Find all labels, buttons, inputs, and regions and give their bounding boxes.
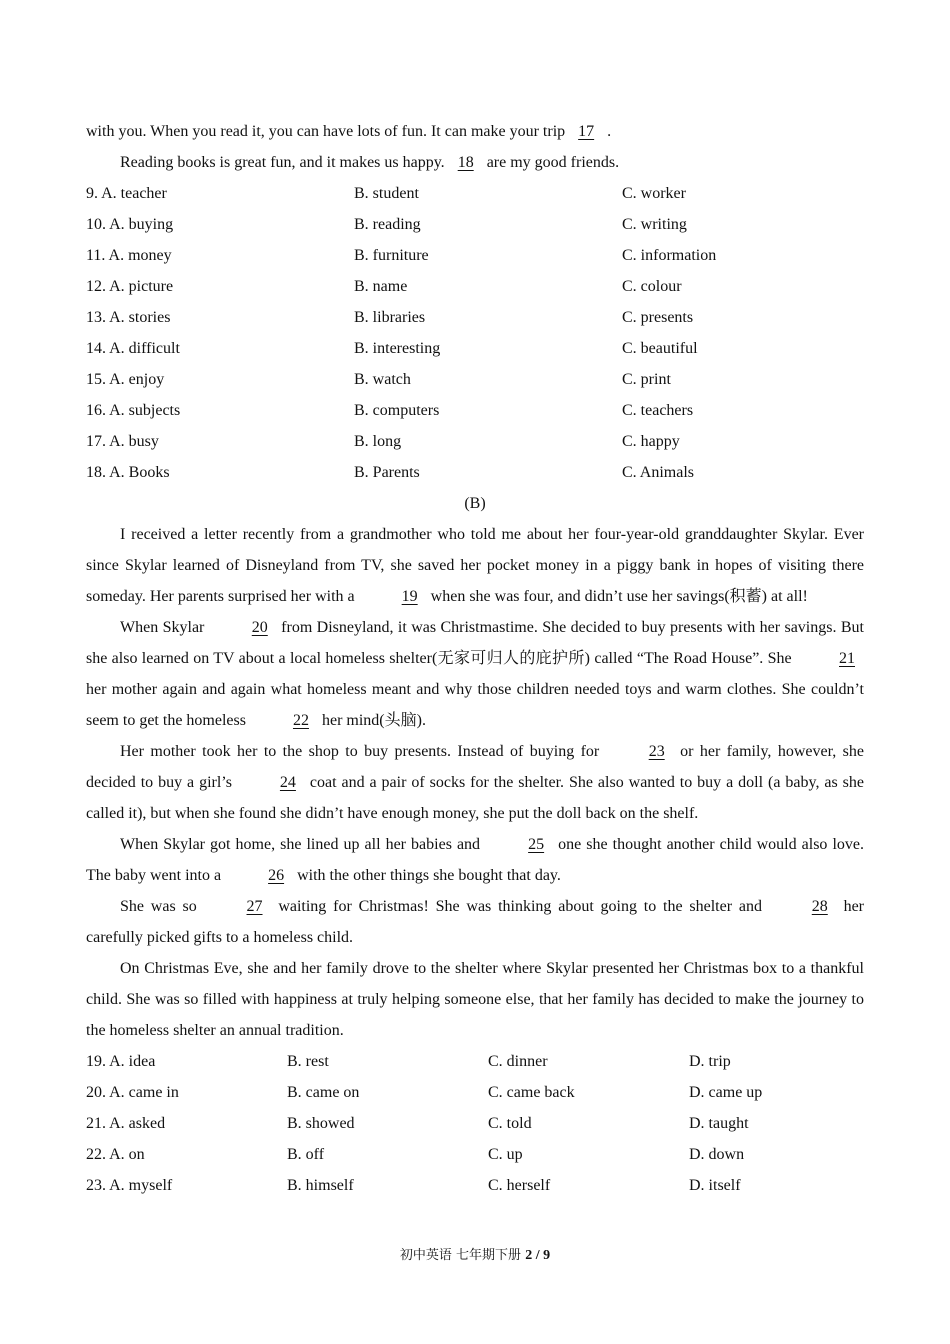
text-span: . xyxy=(603,123,612,140)
option-row xyxy=(86,426,864,457)
text-span: waiting for Christmas! She was thinking about going to the shelter and xyxy=(271,898,769,915)
text-span: one she thought another child would also love. The baby went into a xyxy=(86,836,865,884)
option-d: D. itself xyxy=(689,1177,741,1194)
option-b: B. Parents xyxy=(354,464,420,481)
option-c: C. dinner xyxy=(488,1053,548,1070)
text-span: I received a letter recently from a grandmother who told me about her four-year-old granddaughter Skylar. Ever since Skylar learned of Disneyland from TV, she saved her pocket money in a piggy bank in hopes of visiting there someday. Her parents surprised her with a xyxy=(86,526,864,605)
option-c: C. up xyxy=(488,1146,523,1163)
option-b: B. showed xyxy=(287,1115,355,1132)
option-b: B. name xyxy=(354,278,408,295)
passage-b-paragraph-3 xyxy=(86,736,864,829)
option-b: B. himself xyxy=(287,1177,354,1194)
option-c: C. told xyxy=(488,1115,532,1132)
passage-b-paragraph-2 xyxy=(86,612,864,736)
option-row xyxy=(86,240,864,271)
option-c: C. writing xyxy=(622,216,687,233)
option-b: B. came on xyxy=(287,1084,360,1101)
text-span: with you. When you read it, you can have lots of fun. It can make your trip xyxy=(86,123,570,140)
text-span: When Skylar got home, she lined up all her babies and xyxy=(120,836,486,853)
options-a-list xyxy=(86,178,864,488)
text-span: coat and a pair of socks for the shelter. She also wanted to buy a doll (a baby, as she called it), but when she found she didn’t have enough money, she put the doll back on the shelf. xyxy=(86,774,864,822)
passage-b-paragraph-5 xyxy=(86,891,864,953)
option-a: 15. A. enjoy xyxy=(86,371,165,388)
option-b: B. reading xyxy=(354,216,421,233)
text-span: from Disneyland, it was Christmastime. She decided to buy presents with her savings. But she also learned on TV about a local homeless shelter(无家可归人的庇护所) called “The Road House”. She xyxy=(86,619,864,667)
option-c: C. colour xyxy=(622,278,682,295)
option-row xyxy=(86,395,864,426)
option-c: C. Animals xyxy=(622,464,695,481)
blank-19: 19 xyxy=(401,588,418,605)
option-a: 18. A. Books xyxy=(86,464,170,481)
option-b: B. furniture xyxy=(354,247,429,264)
text-span: when she was four, and didn’t use her savings(积蓄) at all! xyxy=(426,588,808,605)
text-span: When Skylar xyxy=(120,619,209,636)
option-c: C. happy xyxy=(622,433,680,450)
text-span: Her mother took her to the shop to buy presents. Instead of buying for xyxy=(120,743,606,760)
option-a: 21. A. asked xyxy=(86,1115,166,1132)
blank-17: 17 xyxy=(578,123,595,140)
option-row xyxy=(86,457,864,488)
option-d: D. trip xyxy=(689,1053,731,1070)
option-a: 17. A. busy xyxy=(86,433,159,450)
option-a: 11. A. money xyxy=(86,247,172,264)
option-row xyxy=(86,302,864,333)
option-c: C. print xyxy=(622,371,671,388)
option-row xyxy=(86,209,864,240)
option-row xyxy=(86,178,864,209)
option-b: B. rest xyxy=(287,1053,329,1070)
blank-27: 27 xyxy=(246,898,263,915)
text-span: with the other things she bought that day. xyxy=(293,867,561,884)
option-row xyxy=(86,333,864,364)
option-c: C. information xyxy=(622,247,717,264)
passage-b-paragraph-6: On Christmas Eve, she and her family drove to the shelter where Skylar presented her Christmas box to a thankful child. She was so filled with happiness at truly helping someone else, that her family has decided to make the journey to the homeless shelter an annual tradition. xyxy=(86,960,864,1039)
option-a: 20. A. came in xyxy=(86,1084,179,1101)
option-a: 22. A. on xyxy=(86,1146,145,1163)
option-b: B. libraries xyxy=(354,309,426,326)
blank-20: 20 xyxy=(251,619,268,636)
text-span: her mind(头脑). xyxy=(317,712,426,729)
option-row xyxy=(86,1139,864,1170)
option-a: 10. A. buying xyxy=(86,216,174,233)
option-a: 16. A. subjects xyxy=(86,402,181,419)
document-page xyxy=(86,116,864,1201)
option-d: D. came up xyxy=(689,1084,763,1101)
passage-a-line xyxy=(86,147,864,178)
option-b: B. watch xyxy=(354,371,411,388)
option-row xyxy=(86,271,864,302)
text-span: She was so xyxy=(120,898,204,915)
option-b: B. interesting xyxy=(354,340,441,357)
option-d: D. down xyxy=(689,1146,745,1163)
option-b: B. computers xyxy=(354,402,440,419)
option-row xyxy=(86,1077,864,1108)
text-span: her carefully picked gifts to a homeless child. xyxy=(86,898,864,946)
option-c: C. beautiful xyxy=(622,340,698,357)
text-span: or her family, however, she decided to buy a girl’s xyxy=(86,743,865,791)
option-a: 23. A. myself xyxy=(86,1177,173,1194)
blank-21: 21 xyxy=(839,650,855,667)
page-footer xyxy=(0,1244,950,1264)
blank-25: 25 xyxy=(528,836,545,853)
option-b: B. student xyxy=(354,185,419,202)
passage-a-line xyxy=(86,116,864,147)
blank-23: 23 xyxy=(648,743,665,760)
option-b: B. long xyxy=(354,433,402,450)
option-c: C. worker xyxy=(622,185,686,202)
page-number: 2 xyxy=(525,1248,533,1263)
option-b: B. off xyxy=(287,1146,325,1163)
option-a: 9. A. teacher xyxy=(86,185,167,202)
options-b-list xyxy=(86,1046,864,1201)
option-a: 19. A. idea xyxy=(86,1053,156,1070)
passage-b-paragraph-1 xyxy=(86,519,864,612)
blank-26: 26 xyxy=(268,867,285,884)
passage-b-paragraph-4 xyxy=(86,829,864,891)
option-c: C. teachers xyxy=(622,402,694,419)
option-row xyxy=(86,1108,864,1139)
text-span: are my good friends. xyxy=(482,154,620,171)
text-span: her mother again and again what homeless meant and why those children needed toys and warm clothes. She couldn’t seem to get the homeless xyxy=(86,681,864,729)
option-d: D. taught xyxy=(689,1115,749,1132)
footer-title: 初中英语 七年期下册 xyxy=(399,1248,526,1263)
blank-22: 22 xyxy=(292,712,309,729)
option-c: C. came back xyxy=(488,1084,575,1101)
blank-18: 18 xyxy=(457,154,474,171)
blank-24: 24 xyxy=(279,774,296,791)
page-separator: / xyxy=(532,1248,544,1263)
option-row xyxy=(86,1046,864,1077)
blank-28: 28 xyxy=(811,898,828,915)
option-c: C. presents xyxy=(622,309,694,326)
text-span: Reading books is great fun, and it makes us happy. xyxy=(120,154,449,171)
option-a: 14. A. difficult xyxy=(86,340,180,357)
option-row xyxy=(86,364,864,395)
option-c: C. herself xyxy=(488,1177,551,1194)
page-total: 9 xyxy=(543,1248,551,1263)
section-b-title: (B) xyxy=(464,495,486,512)
option-a: 13. A. stories xyxy=(86,309,171,326)
option-row xyxy=(86,1170,864,1201)
option-a: 12. A. picture xyxy=(86,278,174,295)
